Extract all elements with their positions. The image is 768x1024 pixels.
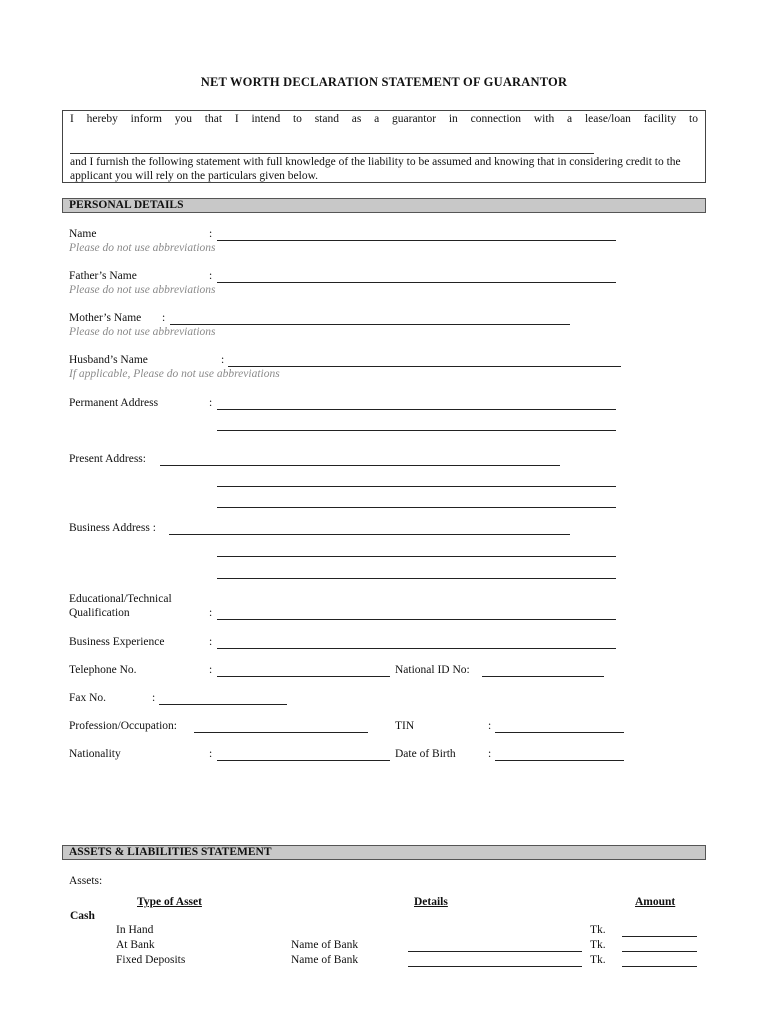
colon: : [209,664,213,676]
date-of-birth-label: Date of Birth [395,748,456,760]
personal-details-heading: PERSONAL DETAILS [62,198,706,213]
asset-row-currency: Tk. [590,924,606,936]
husbands-name-label: Husband’s Name [69,354,148,366]
name-hint: Please do not use abbreviations [69,242,216,254]
applicant-name-field[interactable] [70,153,594,154]
present-address-label: Present Address: [69,453,146,465]
tin-label: TIN [395,720,415,732]
asset-row-type: At Bank [116,939,155,951]
present-address-field-1[interactable] [160,465,560,466]
asset-row-details: Name of Bank [291,939,359,951]
colon: : [209,397,213,409]
education-field[interactable] [217,619,616,620]
colon: : [209,270,213,282]
permanent-address-field-1[interactable] [217,409,616,410]
permanent-address-field-2[interactable] [217,430,616,431]
page-title: NET WORTH DECLARATION STATEMENT OF GUARANTOR [200,75,568,89]
column-header-type: Type of Asset [137,896,202,908]
permanent-address-label: Permanent Address [69,397,159,409]
colon: : [162,312,166,324]
assets-label: Assets: [69,875,103,887]
date-of-birth-field[interactable] [495,760,624,761]
national-id-label: National ID No: [395,664,470,676]
business-address-label: Business Address : [69,522,156,534]
in-hand-amount-field[interactable] [622,936,697,937]
profession-label: Profession/Occupation: [69,720,177,732]
education-label-line-2: Qualification [69,607,130,619]
fax-label: Fax No. [69,692,107,704]
telephone-field[interactable] [217,676,390,677]
colon: : [488,720,492,732]
business-address-field-3[interactable] [217,578,616,579]
national-id-field[interactable] [482,676,604,677]
colon: : [209,636,213,648]
colon: : [209,228,213,240]
education-label-line-1: Educational/Technical [69,593,172,605]
assets-liabilities-heading: ASSETS & LIABILITIES STATEMENT [62,845,706,860]
nationality-label: Nationality [69,748,121,760]
mothers-name-field[interactable] [170,324,570,325]
asset-row-type: Fixed Deposits [116,954,186,966]
business-experience-field[interactable] [217,648,616,649]
colon: : [488,748,492,760]
tin-field[interactable] [495,732,624,733]
profession-field[interactable] [194,732,368,733]
intro-statement-box [62,110,706,183]
asset-row-type: In Hand [116,924,154,936]
fathers-name-hint: Please do not use abbreviations [69,284,216,296]
intro-line-1: I hereby inform you that I intend to stand as a guarantor in connection with a lease/loan facility to [70,113,698,125]
cash-label: Cash [70,910,95,922]
business-address-field-2[interactable] [217,556,616,557]
asset-row-details: Name of Bank [291,954,359,966]
colon: : [221,354,225,366]
column-header-details: Details [414,896,448,908]
husbands-name-field[interactable] [228,366,621,367]
asset-row-currency: Tk. [590,939,606,951]
at-bank-name-field[interactable] [408,951,582,952]
business-address-field-1[interactable] [169,534,570,535]
asset-row-currency: Tk. [590,954,606,966]
intro-line-2: and I furnish the following statement with full knowledge of the liability to be assumed and knowing that in considering credit to the applicant you will rely on the particulars given below. [70,156,681,182]
nationality-field[interactable] [217,760,390,761]
business-experience-label: Business Experience [69,636,165,648]
fixed-deposits-bank-field[interactable] [408,966,582,967]
mothers-name-label: Mother’s Name [69,312,142,324]
present-address-field-3[interactable] [217,507,616,508]
name-label: Name [69,228,97,240]
fathers-name-field[interactable] [217,282,616,283]
column-header-amount: Amount [635,896,676,908]
fax-field[interactable] [159,704,287,705]
name-field[interactable] [217,240,616,241]
present-address-field-2[interactable] [217,486,616,487]
fixed-deposits-amount-field[interactable] [622,966,697,967]
mothers-name-hint: Please do not use abbreviations [69,326,216,338]
colon: : [209,607,213,619]
husbands-name-hint: If applicable, Please do not use abbreviations [69,368,280,380]
colon: : [209,748,213,760]
colon: : [152,692,156,704]
telephone-label: Telephone No. [69,664,137,676]
fathers-name-label: Father’s Name [69,270,137,282]
at-bank-amount-field[interactable] [622,951,697,952]
